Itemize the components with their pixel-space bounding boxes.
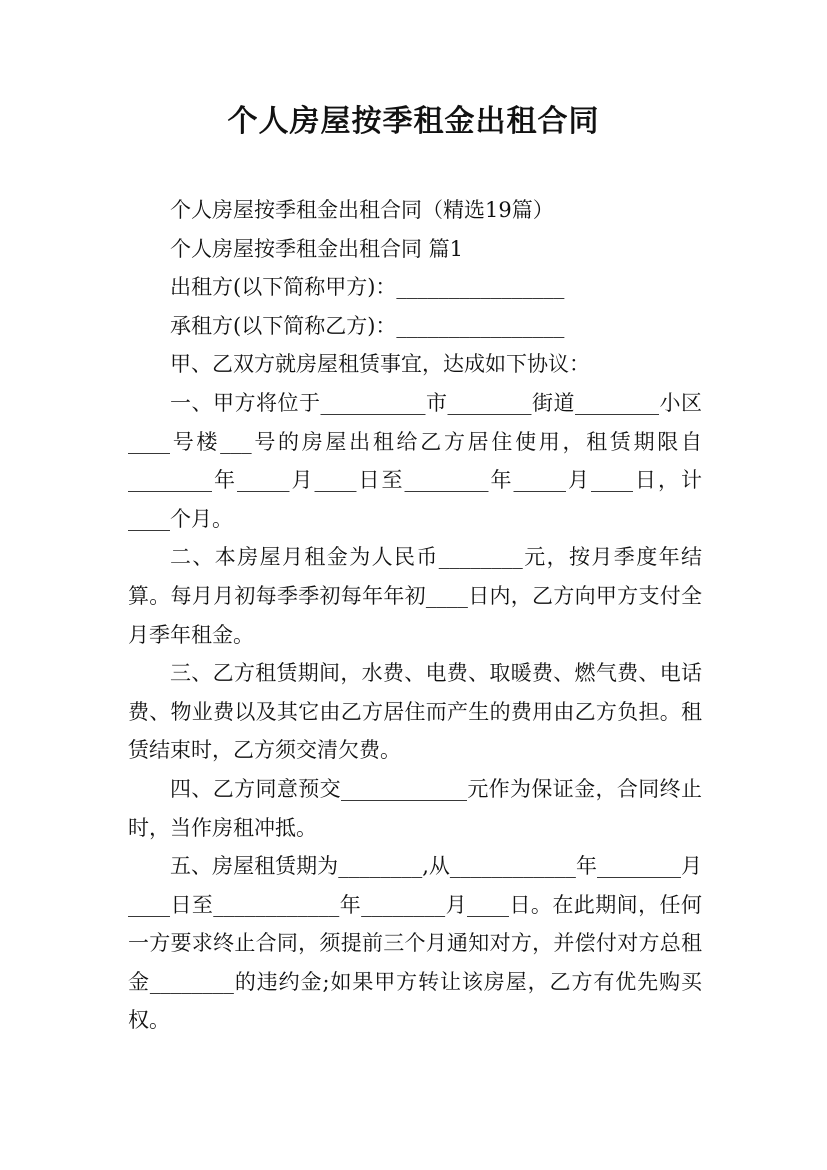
document-body xyxy=(128,191,702,1040)
paragraph-clause-4: 四、乙方同意预交____________元作为保证金，合同终止时，当作房租冲抵。 xyxy=(128,776,702,840)
paragraph-clause-3: 三、乙方租赁期间，水费、电费、取暖费、燃气费、电话费、物业费以及其它由乙方居住而产生的费用由乙方负担。租赁结束时，乙方须交清欠费。 xyxy=(128,661,702,763)
paragraph-clause-1: 一、甲方将位于__________市________街道________小区____号楼___号的房屋出租给乙方居住使用，租赁期限自________年_____月____日至________年_____月____日，计____个月。 xyxy=(128,390,702,531)
paragraph-subtitle: 个人房屋按季租金出租合同（精选19篇） xyxy=(170,198,554,222)
paragraph-agreement-intro: 甲、乙双方就房屋租赁事宜，达成如下协议： xyxy=(170,352,590,377)
paragraph-clause-5: 五、房屋租赁期为________,从____________年________月____日至____________年________月____日。在此期间，任何一方要求终止合同，须提前三个月通知对方，并偿付对方总租金________的违约金;如果甲方转让该房屋，乙方有优先购买权。 xyxy=(128,854,702,1033)
document-title: 个人房屋按季租金出租合同 xyxy=(227,104,600,139)
paragraph-lessee: 承租方(以下简称乙方)：________________ xyxy=(170,313,565,338)
paragraph-clause-2: 二、本房屋月租金为人民币________元，按月季度年结算。每月月初每季季初每年年初____日内，乙方向甲方支付全月季年租金。 xyxy=(128,545,702,647)
paragraph-section-heading: 个人房屋按季租金出租合同 篇1 xyxy=(170,236,464,261)
paragraph-lessor: 出租方(以下简称甲方)：________________ xyxy=(170,275,565,300)
